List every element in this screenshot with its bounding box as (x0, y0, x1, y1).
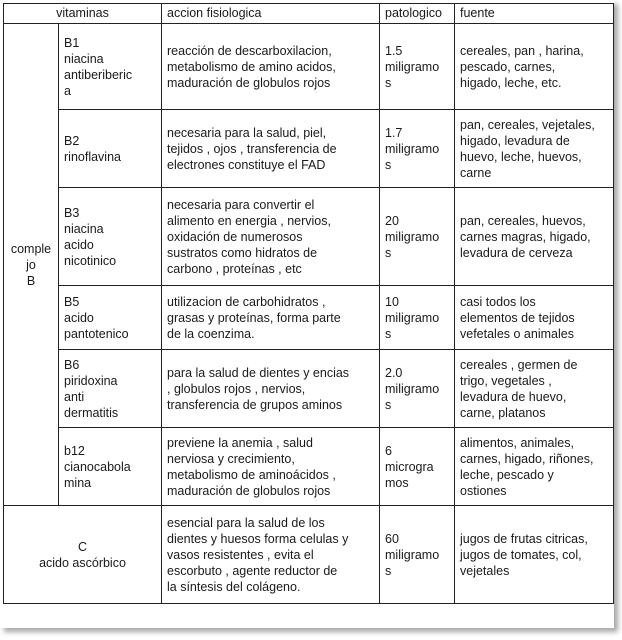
fuente-cell: pan, cereales, huevos, carnes magras, higado, levadura de cerveza (455, 188, 614, 286)
table-row (4, 286, 614, 350)
accion-cell: para la salud de dientes y encias , globulos rojos , nervios, transferencia de grupos aminos (162, 350, 380, 428)
fuente-cell: jugos de frutas citricas, jugos de tomates, col, vejetales (455, 506, 614, 604)
table-row (4, 350, 614, 428)
table-row (4, 428, 614, 506)
header-fuente: fuente (455, 4, 614, 24)
patologico-cell: 10 miligramo s (380, 286, 455, 350)
table-row (4, 506, 614, 604)
accion-cell: necesaria para convertir el alimento en energia , nervios, oxidación de numerosos sustratos como hidratos de carbono , proteínas , etc (162, 188, 380, 286)
header-row (4, 4, 614, 24)
patologico-cell: 6 microgra mos (380, 428, 455, 506)
fuente-cell: alimentos, animales, carnes, higado, riñones, leche, pescado y ostiones (455, 428, 614, 506)
patologico-cell: 2.0 miligramo s (380, 350, 455, 428)
table-row (4, 24, 614, 110)
patologico-cell: 20 miligramo s (380, 188, 455, 286)
fuente-cell: casi todos los elementos de tejidos vefetales o animales (455, 286, 614, 350)
accion-cell: utilizacion de carbohidratos , grasas y proteínas, forma parte de la coenzima. (162, 286, 380, 350)
fuente-cell: pan, cereales, vejetales, higado, levadura de huevo, leche, huevos, carne (455, 110, 614, 188)
header-vitaminas: vitaminas (4, 4, 162, 24)
patologico-cell: 60 miligramo s (380, 506, 455, 604)
vitamina-c-cell: C acido ascórbico (4, 506, 162, 604)
accion-cell: reacción de descarboxilacion, metabolismo de amino acidos, maduración de globulos rojos (162, 24, 380, 110)
accion-cell: esencial para la salud de los dientes y huesos forma celulas y vasos resistentes , evita el escorbuto , agente reductor de la síntesis del colágeno. (162, 506, 380, 604)
vitamina-cell: B1 niacina antiberiberic a (59, 24, 162, 110)
table-row (4, 110, 614, 188)
table-row (4, 188, 614, 286)
fuente-cell: cereales , germen de trigo, vegetales , levadura de huevo, carne, platanos (455, 350, 614, 428)
vitamina-cell: B6 piridoxina anti dermatitis (59, 350, 162, 428)
vitamina-cell: b12 cianocabola mina (59, 428, 162, 506)
vitamina-cell: B5 acido pantotenico (59, 286, 162, 350)
group-label-complejo-b: comple jo B (4, 24, 59, 506)
patologico-cell: 1.5 miligramo s (380, 24, 455, 110)
fuente-cell: cereales, pan , harina, pescado, carnes, higado, leche, etc. (455, 24, 614, 110)
header-accion: accion fisiologica (162, 4, 380, 24)
accion-cell: previene la anemia , salud nerviosa y crecimiento, metabolismo de aminoácidos , maduración de globulos rojos (162, 428, 380, 506)
vitamina-cell: B2 rinoflavina (59, 110, 162, 188)
vitamina-cell: B3 niacina acido nicotinico (59, 188, 162, 286)
vitamins-table (3, 3, 614, 604)
accion-cell: necesaria para la salud, piel, tejidos , ojos , transferencia de electrones constituye el FAD (162, 110, 380, 188)
header-patologico: patologico (380, 4, 455, 24)
patologico-cell: 1.7 miligramo s (380, 110, 455, 188)
